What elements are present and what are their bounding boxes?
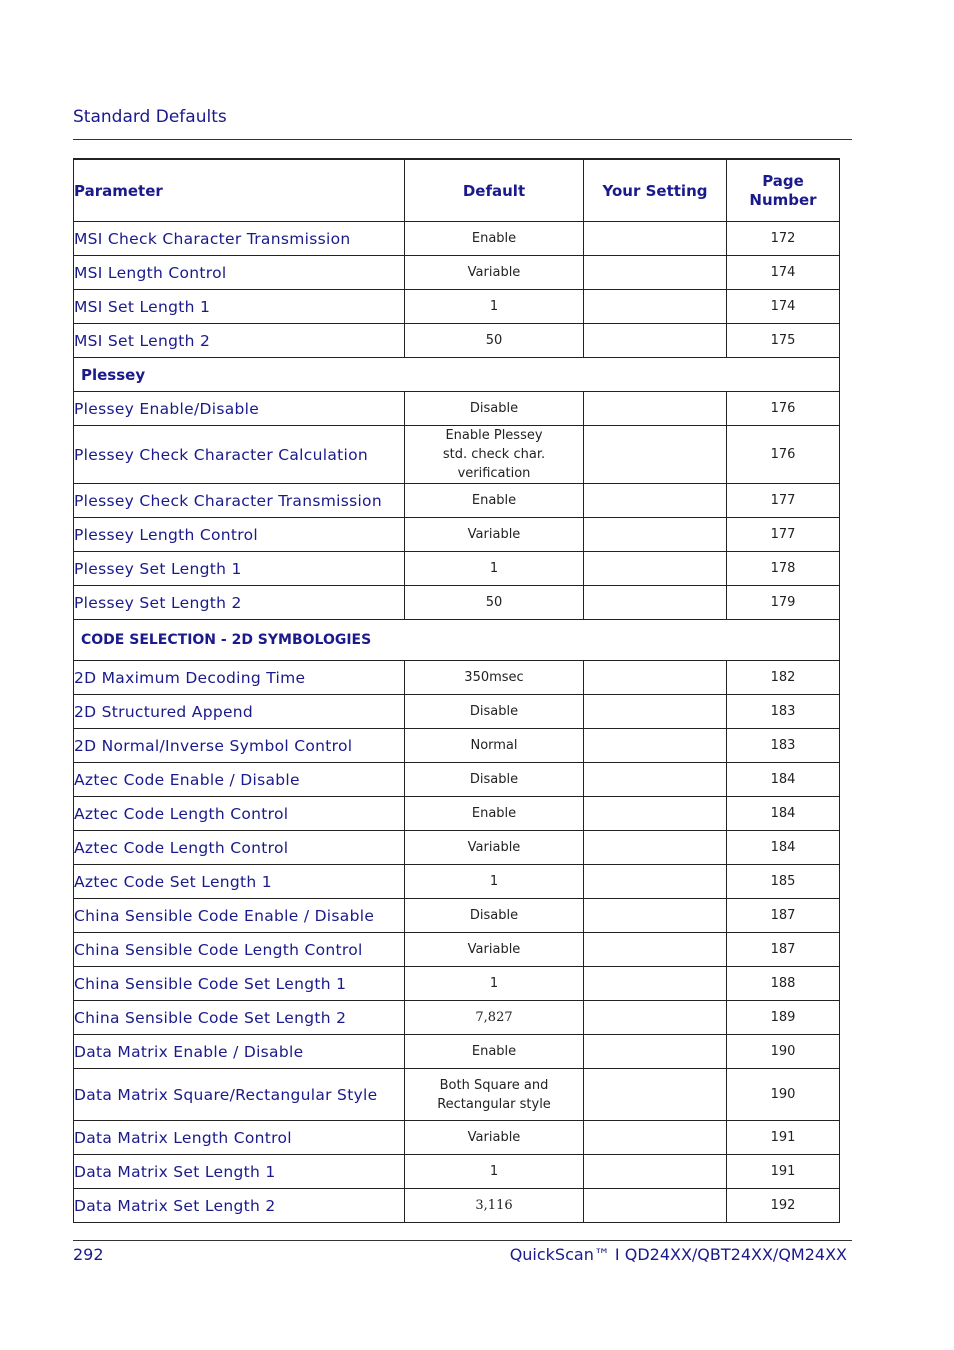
table-row	[74, 1155, 840, 1189]
parameter-link[interactable]: Plessey Check Character Transmission	[74, 484, 405, 518]
standard-defaults-table	[73, 158, 840, 1223]
default-value: Disable	[405, 763, 584, 797]
table-row	[74, 426, 840, 484]
default-value: Variable	[405, 256, 584, 290]
default-value: Variable	[405, 518, 584, 552]
default-value: Enable	[405, 1035, 584, 1069]
parameter-link[interactable]: Plessey Length Control	[74, 518, 405, 552]
parameter-link[interactable]: Aztec Code Length Control	[74, 831, 405, 865]
parameter-link[interactable]: Aztec Code Length Control	[74, 797, 405, 831]
default-value: 7,827	[405, 1001, 584, 1035]
your-setting-cell	[584, 392, 727, 426]
table-row	[74, 324, 840, 358]
parameter-link[interactable]: MSI Check Character Transmission	[74, 222, 405, 256]
parameter-link[interactable]: Plessey Set Length 1	[74, 552, 405, 586]
default-value: 1	[405, 290, 584, 324]
section-title: Plessey	[74, 358, 840, 392]
page-number-cell: 192	[727, 1189, 840, 1223]
page-number-cell: 189	[727, 1001, 840, 1035]
default-value: Enable	[405, 222, 584, 256]
section-row	[74, 620, 840, 661]
header-divider	[73, 139, 852, 140]
default-value: Disable	[405, 695, 584, 729]
parameter-link[interactable]: Data Matrix Set Length 1	[74, 1155, 405, 1189]
your-setting-cell	[584, 1189, 727, 1223]
parameter-link[interactable]: China Sensible Code Enable / Disable	[74, 899, 405, 933]
page-number-cell: 178	[727, 552, 840, 586]
page-number-cell: 174	[727, 256, 840, 290]
default-value: 50	[405, 324, 584, 358]
your-setting-cell	[584, 586, 727, 620]
page-number-cell: 184	[727, 763, 840, 797]
parameter-link[interactable]: Data Matrix Square/Rectangular Style	[74, 1069, 405, 1121]
table-row	[74, 1121, 840, 1155]
default-value: Enable	[405, 484, 584, 518]
page-number-cell: 183	[727, 695, 840, 729]
default-value: 1	[405, 552, 584, 586]
page-number-cell: 183	[727, 729, 840, 763]
your-setting-cell	[584, 933, 727, 967]
default-value: Variable	[405, 1121, 584, 1155]
parameter-link[interactable]: China Sensible Code Set Length 1	[74, 967, 405, 1001]
page-number-cell: 191	[727, 1155, 840, 1189]
column-header-parameter: Parameter	[74, 159, 405, 222]
table-row	[74, 967, 840, 1001]
parameter-link[interactable]: MSI Set Length 1	[74, 290, 405, 324]
parameter-link[interactable]: China Sensible Code Set Length 2	[74, 1001, 405, 1035]
your-setting-cell	[584, 695, 727, 729]
your-setting-cell	[584, 256, 727, 290]
column-header-your-setting: Your Setting	[584, 159, 727, 222]
table-header-row	[74, 159, 840, 222]
your-setting-cell	[584, 1035, 727, 1069]
table-row	[74, 1001, 840, 1035]
page-number-cell: 172	[727, 222, 840, 256]
page-number-cell: 188	[727, 967, 840, 1001]
default-value: 1	[405, 1155, 584, 1189]
footer-page-number: 292	[73, 1245, 104, 1264]
page-number-cell: 179	[727, 586, 840, 620]
table-row	[74, 256, 840, 290]
default-value: 50	[405, 586, 584, 620]
table-row	[74, 763, 840, 797]
parameter-link[interactable]: Aztec Code Enable / Disable	[74, 763, 405, 797]
your-setting-cell	[584, 552, 727, 586]
parameter-link[interactable]: 2D Structured Append	[74, 695, 405, 729]
parameter-link[interactable]: Plessey Set Length 2	[74, 586, 405, 620]
section-title: CODE SELECTION - 2D SYMBOLOGIES	[74, 620, 840, 661]
column-header-default: Default	[405, 159, 584, 222]
your-setting-cell	[584, 967, 727, 1001]
footer-divider	[73, 1240, 852, 1241]
default-value: Enable Plessey std. check char. verification	[405, 426, 584, 484]
default-value: Variable	[405, 933, 584, 967]
page-number-cell: 184	[727, 831, 840, 865]
table-row	[74, 831, 840, 865]
table-row	[74, 222, 840, 256]
page-number-cell: 175	[727, 324, 840, 358]
column-header-page-number: Page Number	[727, 159, 840, 222]
page-number-cell: 184	[727, 797, 840, 831]
parameter-link[interactable]: MSI Set Length 2	[74, 324, 405, 358]
default-value: Variable	[405, 831, 584, 865]
your-setting-cell	[584, 1121, 727, 1155]
your-setting-cell	[584, 797, 727, 831]
table-body	[74, 222, 840, 1223]
page-number-cell: 177	[727, 484, 840, 518]
page-number-cell: 174	[727, 290, 840, 324]
table-row	[74, 661, 840, 695]
default-value: 3,116	[405, 1189, 584, 1223]
footer-product-name: QuickScan™ I QD24XX/QBT24XX/QM24XX	[509, 1245, 847, 1264]
default-value: 1	[405, 967, 584, 1001]
page-number-cell: 176	[727, 426, 840, 484]
parameter-link[interactable]: Data Matrix Set Length 2	[74, 1189, 405, 1223]
your-setting-cell	[584, 831, 727, 865]
table-row	[74, 1069, 840, 1121]
your-setting-cell	[584, 426, 727, 484]
section-row	[74, 358, 840, 392]
parameter-link[interactable]: Plessey Enable/Disable	[74, 392, 405, 426]
your-setting-cell	[584, 1155, 727, 1189]
your-setting-cell	[584, 899, 727, 933]
parameter-link[interactable]: 2D Maximum Decoding Time	[74, 661, 405, 695]
table-row	[74, 695, 840, 729]
your-setting-cell	[584, 729, 727, 763]
default-value: Disable	[405, 899, 584, 933]
default-value: Normal	[405, 729, 584, 763]
page-number-cell: 187	[727, 933, 840, 967]
your-setting-cell	[584, 1001, 727, 1035]
default-value: Both Square and Rectangular style	[405, 1069, 584, 1121]
parameter-link[interactable]: Plessey Check Character Calculation	[74, 426, 405, 484]
table-row	[74, 797, 840, 831]
table-row	[74, 1189, 840, 1223]
page-number-cell: 185	[727, 865, 840, 899]
default-value: 1	[405, 865, 584, 899]
parameter-link[interactable]: MSI Length Control	[74, 256, 405, 290]
page-number-cell: 187	[727, 899, 840, 933]
parameter-link[interactable]: 2D Normal/Inverse Symbol Control	[74, 729, 405, 763]
your-setting-cell	[584, 324, 727, 358]
table-row	[74, 1035, 840, 1069]
parameter-link[interactable]: Data Matrix Enable / Disable	[74, 1035, 405, 1069]
your-setting-cell	[584, 763, 727, 797]
table-row	[74, 933, 840, 967]
default-value: Disable	[405, 392, 584, 426]
default-value: 350msec	[405, 661, 584, 695]
your-setting-cell	[584, 290, 727, 324]
table-row	[74, 518, 840, 552]
parameter-link[interactable]: Data Matrix Length Control	[74, 1121, 405, 1155]
table-row	[74, 484, 840, 518]
table-row	[74, 392, 840, 426]
parameter-link[interactable]: Aztec Code Set Length 1	[74, 865, 405, 899]
page-number-cell: 190	[727, 1069, 840, 1121]
your-setting-cell	[584, 1069, 727, 1121]
page-number-cell: 176	[727, 392, 840, 426]
page-header-title: Standard Defaults	[73, 107, 227, 127]
your-setting-cell	[584, 484, 727, 518]
table-row	[74, 729, 840, 763]
page-number-cell: 182	[727, 661, 840, 695]
page-number-cell: 191	[727, 1121, 840, 1155]
table-row	[74, 899, 840, 933]
your-setting-cell	[584, 222, 727, 256]
table-row	[74, 586, 840, 620]
page-number-cell: 177	[727, 518, 840, 552]
your-setting-cell	[584, 661, 727, 695]
your-setting-cell	[584, 865, 727, 899]
table-row	[74, 290, 840, 324]
table-row	[74, 552, 840, 586]
page-number-cell: 190	[727, 1035, 840, 1069]
table-row	[74, 865, 840, 899]
your-setting-cell	[584, 518, 727, 552]
parameter-link[interactable]: China Sensible Code Length Control	[74, 933, 405, 967]
default-value: Enable	[405, 797, 584, 831]
